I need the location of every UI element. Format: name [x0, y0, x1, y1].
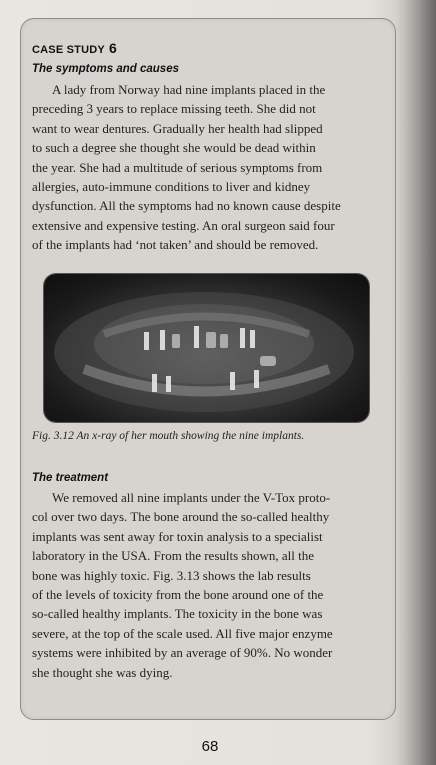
- xray-illustration: [44, 274, 369, 422]
- treatment-line: We removed all nine implants under the V-Tox proto-: [52, 490, 331, 505]
- treatment-line: so-called healthy implants. The toxicity in the bone was: [32, 606, 323, 622]
- symptoms-line: want to wear dentures. Gradually her health had slipped: [32, 120, 323, 136]
- page-number: 68: [201, 738, 219, 755]
- case-study-title: [32, 40, 117, 56]
- treatment-line: bone was highly toxic. Fig. 3.13 shows the lab results: [32, 567, 311, 583]
- treatment-line: systems were inhibited by an average of 90%. No wonder: [32, 645, 333, 661]
- symptoms-line: of the implants had ‘not taken’ and should be removed.: [32, 237, 319, 253]
- case-study-label: CASE STUDY: [32, 44, 105, 56]
- treatment-heading: The treatment: [32, 472, 109, 484]
- symptoms-line: the year. She had a multitude of serious symptoms from: [32, 159, 323, 175]
- symptoms-line: allergies, auto-immune conditions to liver and kidney: [32, 179, 311, 195]
- symptoms-line: preceding 3 years to replace missing teeth. She did not: [32, 101, 316, 117]
- treatment-line: implants was sent away for toxin analysis to a specialist: [32, 528, 323, 544]
- case-study-number: 6: [109, 40, 117, 56]
- symptoms-line: A lady from Norway had nine implants placed in the: [52, 82, 326, 97]
- symptoms-line: dysfunction. All the symptoms had no known cause despite: [32, 198, 341, 214]
- treatment-line: laboratory in the USA. From the results shown, all the: [32, 548, 314, 564]
- figure-caption: Fig. 3.12 An x-ray of her mouth showing the nine implants.: [32, 430, 305, 442]
- treatment-paragraph: [32, 488, 382, 682]
- book-spine-shadow: [396, 0, 436, 765]
- symptoms-paragraph: [32, 80, 382, 255]
- symptoms-line: extensive and expensive testing. An oral surgeon said four: [32, 217, 335, 233]
- treatment-line: col over two days. The bone around the so-called healthy: [32, 509, 330, 525]
- treatment-line: severe, at the top of the scale used. All five major enzyme: [32, 625, 333, 641]
- dental-xray-image: [44, 274, 369, 422]
- symptoms-line: to such a degree she thought she would be dead within: [32, 140, 316, 156]
- treatment-line: of the levels of toxicity from the bone around one of the: [32, 587, 324, 603]
- symptoms-heading: The symptoms and causes: [32, 63, 179, 75]
- treatment-line: she thought she was dying.: [32, 664, 173, 680]
